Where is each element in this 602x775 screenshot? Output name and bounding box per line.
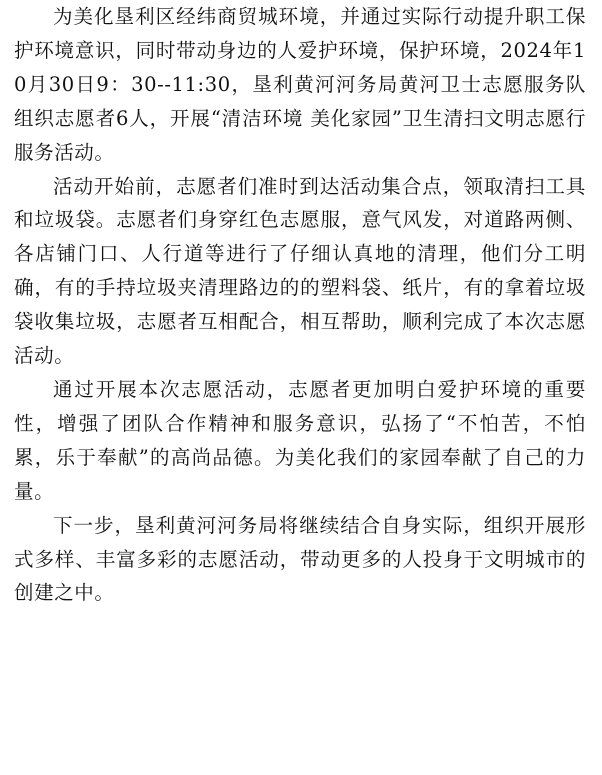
paragraph-3: 通过开展本次志愿活动，志愿者更加明白爱护环境的重要性，增强了团队合作精神和服务意识，弘扬了“不怕苦，不怕累，乐于奉献”的高尚品德。为美化我们的家园奉献了自己的力量。: [14, 377, 586, 503]
paragraph-1: 为美化垦利区经纬商贸城环境，并通过实际行动提升职工保护环境意识，同时带动身边的人爱护环境，保护环境，2024年10月30日9：30--11:30，垦利黄河河务局黄河卫士志愿服务队组织志愿者6人，开展“清洁环境 美化家园”卫生清扫文明志愿行服务活动。: [14, 5, 586, 164]
article-body: [14, 0, 586, 610]
paragraph-2: 活动开始前，志愿者们准时到达活动集合点，领取清扫工具和垃圾袋。志愿者们身穿红色志愿服，意气风发，对道路两侧、各店铺门口、人行道等进行了仔细认真地的清理，他们分工明确，有的手持垃圾夹清理路边的的塑料袋、纸片，有的拿着垃圾袋收集垃圾，志愿者互相配合，相互帮助，顺利完成了本次志愿活动。: [14, 174, 586, 368]
paragraph-4: 下一步，垦利黄河河务局将继续结合自身实际，组织开展形式多样、丰富多彩的志愿活动，带动更多的人投身于文明城市的创建之中。: [14, 513, 586, 605]
